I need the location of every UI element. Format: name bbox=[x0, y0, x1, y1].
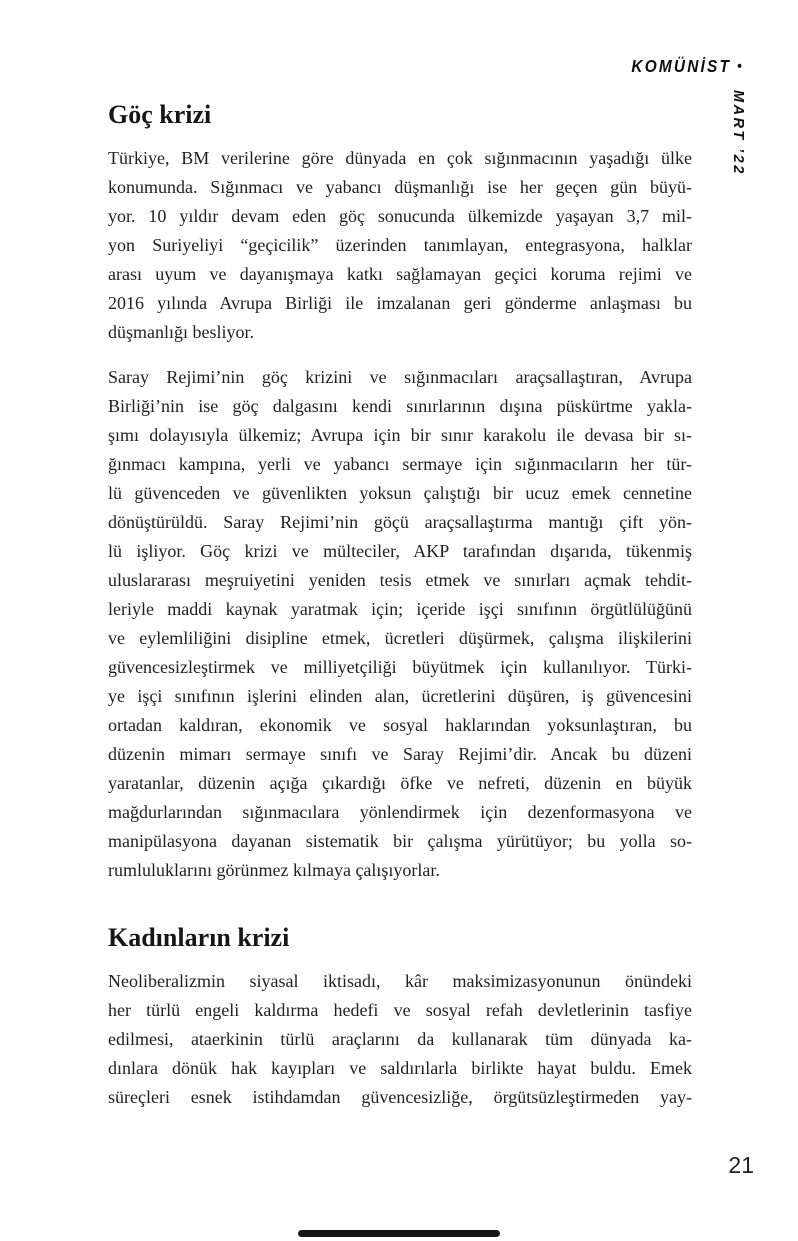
text-line: ortadan kaldıran, ekonomik ve sosyal haklarından yoksunlaştıran, bu bbox=[108, 715, 692, 735]
text-line: lü işliyor. Göç krizi ve mülteciler, AKP tarafından dışarıda, tükenmiş bbox=[108, 541, 692, 561]
text-line: ye işçi sınıfının işlerini elinden alan, ücretlerini düşüren, iş güvencesini bbox=[108, 686, 692, 706]
paragraph bbox=[108, 144, 692, 347]
masthead-bullet-icon: • bbox=[737, 58, 744, 75]
text-line: mağdurlarından sığınmacılara yönlendirmek için dezenformasyona ve bbox=[108, 802, 692, 822]
home-indicator-bar[interactable] bbox=[298, 1230, 500, 1237]
text-line: ğınmacı kampına, yerli ve yabancı sermaye için sığınmacıların her tür- bbox=[108, 454, 692, 474]
text-line: lü güvenceden ve güvenlikten yoksun çalıştığı bir ucuz emek cennetine bbox=[108, 483, 692, 503]
text-line: konumunda. Sığınmacı ve yabancı düşmanlığı ise her geçen gün büyü- bbox=[108, 177, 692, 197]
text-line: arası uyum ve dayanışmaya katkı sağlamayan geçici koruma rejimi ve bbox=[108, 264, 692, 284]
text-line: dönüştürüldü. Saray Rejimi’nin göçü araçsallaştırma mantığı çift yön- bbox=[108, 512, 692, 532]
text-line: güvencesizleştirmek ve milliyetçiliği büyütmek için kullanılıyor. Türki- bbox=[108, 657, 692, 677]
issue-date-vertical: MART ’22 bbox=[730, 90, 746, 176]
text-line: yon Suriyeliyi “geçicilik” üzerinden tanımlayan, entegrasyona, halklar bbox=[108, 235, 692, 255]
text-line: yaratanlar, düzenin açığa çıkardığı öfke ve nefreti, düzenin en büyük bbox=[108, 773, 692, 793]
text-line: Türkiye, BM verilerine göre dünyada en çok sığınmacının yaşadığı ülke bbox=[108, 148, 692, 168]
text-line: ve eylemliliğini disipline etmek, ücretleri düşürmek, çalışma ilişkilerini bbox=[108, 628, 692, 648]
section-heading: Göç krizi bbox=[108, 100, 212, 129]
text-line: dınlara dönük hak kayıpları ve saldırılarla birlikte hayat buldu. Emek bbox=[108, 1058, 692, 1078]
text-line: şımı dolayısıyla ülkemiz; Avrupa için bir sınır karakolu ile devasa bir sı- bbox=[108, 425, 692, 445]
text-line: düzenin mimarı sermaye sınıfı ve Saray Rejimi’dir. Ancak bu düzeni bbox=[108, 744, 692, 764]
text-line: edilmesi, ataerkinin türlü araçlarını da kullanarak tüm dünyada ka- bbox=[108, 1029, 692, 1049]
text-line: yor. 10 yıldır devam eden göç sonucunda ülkemizde yaşayan 3,7 mil- bbox=[108, 206, 692, 226]
text-line: 2016 yılında Avrupa Birliği ile imzalanan geri gönderme anlaşması bu bbox=[108, 293, 692, 313]
magazine-masthead bbox=[631, 56, 744, 77]
paragraph bbox=[108, 363, 692, 885]
text-line: manipülasyona dayanan sistematik bir çalışma yürütüyor; bu yolla so- bbox=[108, 831, 692, 851]
magazine-title: KOMÜNİST bbox=[631, 56, 732, 76]
text-line: rumluluklarını görünmez kılmaya çalışıyorlar. bbox=[108, 860, 440, 880]
text-line: uluslararası meşruiyetini yeniden tesis etmek ve sınırları açmak tehdit- bbox=[108, 570, 692, 590]
text-line: düşmanlığı besliyor. bbox=[108, 322, 254, 342]
text-line: Birliği’nin ise göç dalgasını kendi sınırlarının dışına püskürtme yakla- bbox=[108, 396, 692, 416]
text-line: süreçleri esnek istihdamdan güvencesizliğe, örgütsüzleştirmeden yay- bbox=[108, 1087, 692, 1107]
section-heading: Kadınların krizi bbox=[108, 923, 290, 952]
page-number: 21 bbox=[728, 1152, 754, 1178]
text-line: Saray Rejimi’nin göç krizini ve sığınmacıları araçsallaştıran, Avrupa bbox=[108, 367, 692, 387]
text-line: Neoliberalizmin siyasal iktisadı, kâr maksimizasyonunun önündeki bbox=[108, 971, 692, 991]
text-line: her türlü engeli kaldırma hedefi ve sosyal refah devletlerinin tasfiye bbox=[108, 1000, 692, 1020]
paragraph bbox=[108, 967, 692, 1112]
article bbox=[108, 100, 692, 1112]
text-line: leriyle maddi kaynak yaratmak için; içeride işçi sınıfının örgütlülüğünü bbox=[108, 599, 692, 619]
